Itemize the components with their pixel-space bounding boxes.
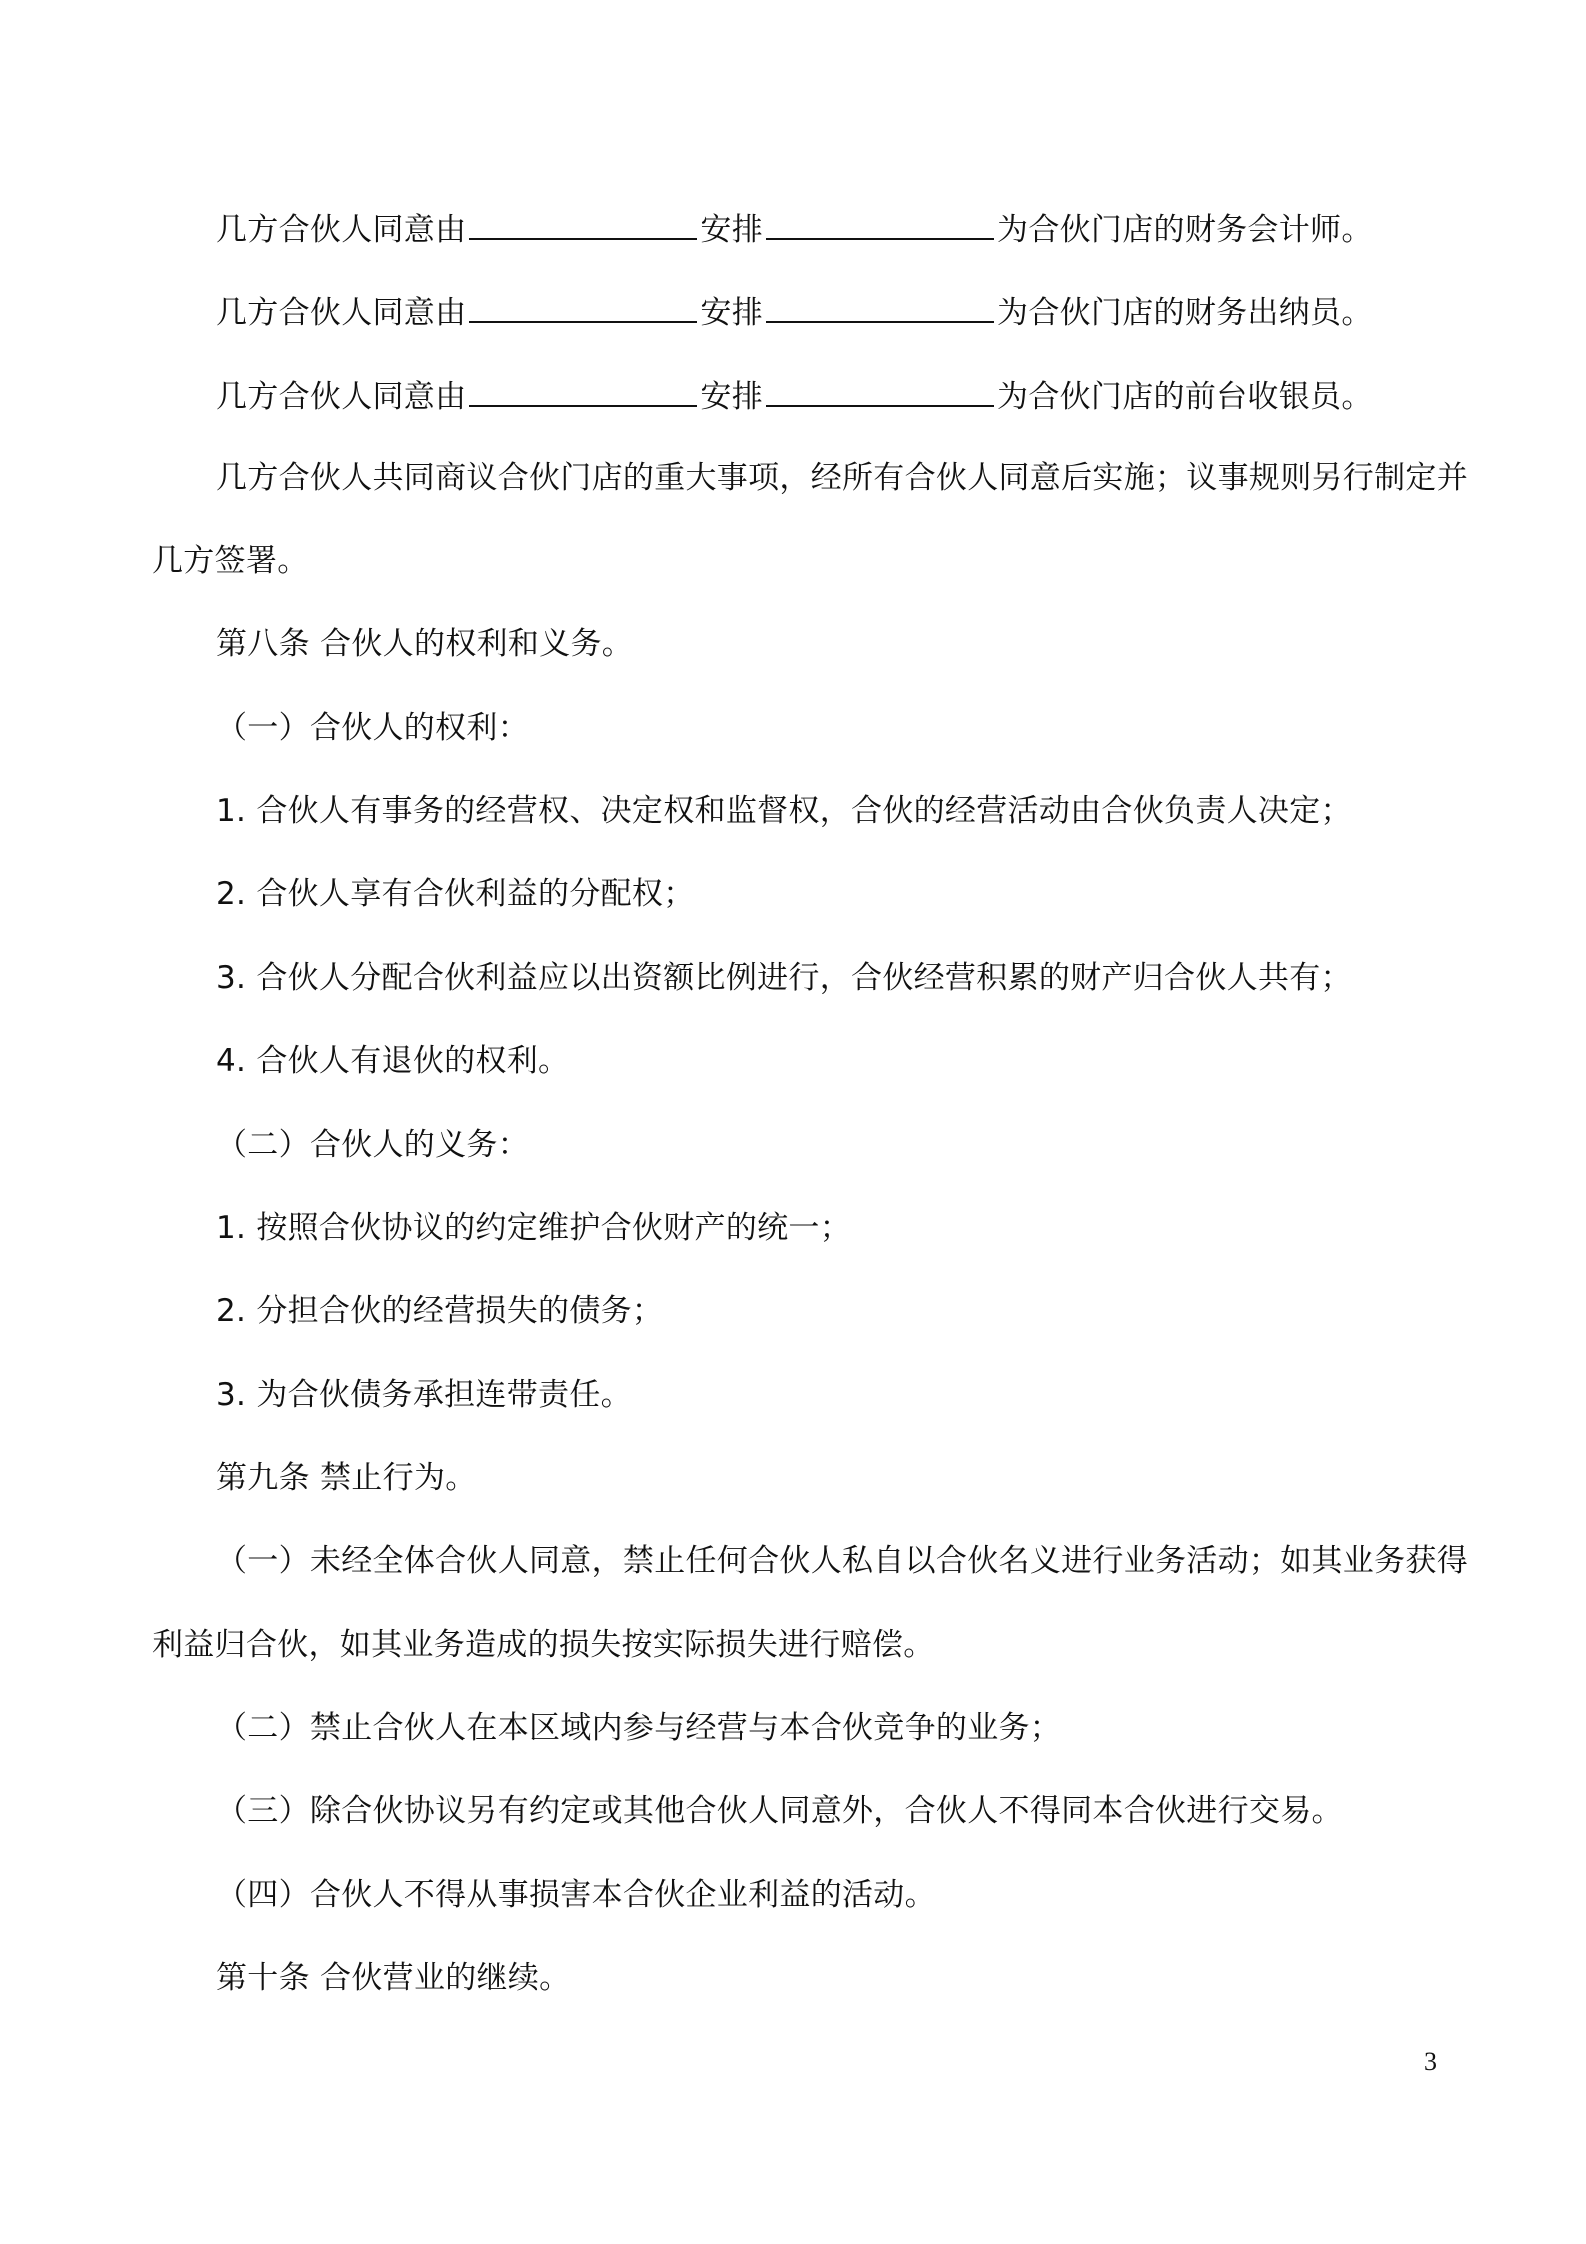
paragraph-text: （一）未经全体合伙人同意，禁止任何合伙人私自以合伙名义进行业务活动；如其业务获得 (216, 1543, 1468, 1579)
assignment-line-receptionist (216, 375, 1373, 417)
blank-field-appointee (766, 375, 994, 407)
list-item: 2. 分担合伙的经营损失的债务； (216, 1293, 664, 1329)
assignment-line-cashier (216, 291, 1373, 333)
article-heading: 第九条 禁止行为。 (216, 1460, 477, 1496)
list-item: 1. 合伙人有事务的经营权、决定权和监督权，合伙的经营活动由合伙负责人决定； (216, 793, 1352, 829)
article-heading: 第八条 合伙人的权利和义务。 (216, 626, 634, 662)
paragraph-text: 几方签署。 (152, 543, 309, 579)
assignment-suffix: 为合伙门店的财务会计师。 (997, 212, 1373, 248)
article-heading: 第十条 合伙营业的继续。 (216, 1960, 571, 1996)
section-heading: （一）合伙人的权利： (216, 710, 529, 746)
assignment-prefix: 几方合伙人同意由 (216, 295, 467, 331)
assignment-middle: 安排 (700, 379, 764, 415)
list-item: 2. 合伙人享有合伙利益的分配权； (216, 876, 695, 912)
blank-field-appointer (469, 291, 697, 323)
blank-field-appointer (469, 375, 697, 407)
paragraph-text: （三）除合伙协议另有约定或其他合伙人同意外，合伙人不得同本合伙进行交易。 (216, 1793, 1343, 1829)
paragraph-text: 利益归合伙，如其业务造成的损失按实际损失进行赔偿。 (152, 1627, 935, 1663)
assignment-middle: 安排 (700, 212, 764, 248)
paragraph-text: 几方合伙人共同商议合伙门店的重大事项，经所有合伙人同意后实施；议事规则另行制定并 (216, 460, 1468, 496)
blank-field-appointer (469, 208, 697, 240)
assignment-line-accountant (216, 208, 1373, 250)
blank-field-appointee (766, 291, 994, 323)
paragraph-text: （四）合伙人不得从事损害本合伙企业利益的活动。 (216, 1877, 936, 1913)
page-number: 3 (1424, 2047, 1437, 2076)
blank-field-appointee (766, 208, 994, 240)
list-item: 3. 合伙人分配合伙利益应以出资额比例进行，合伙经营积累的财产归合伙人共有； (216, 960, 1352, 996)
list-item: 4. 合伙人有退伙的权利。 (216, 1043, 570, 1079)
paragraph-text: （二）禁止合伙人在本区域内参与经营与本合伙竞争的业务； (216, 1710, 1062, 1746)
section-heading: （二）合伙人的义务： (216, 1127, 529, 1163)
list-item: 3. 为合伙债务承担连带责任。 (216, 1377, 632, 1413)
assignment-middle: 安排 (700, 295, 764, 331)
assignment-suffix: 为合伙门店的前台收银员。 (997, 379, 1373, 415)
assignment-suffix: 为合伙门店的财务出纳员。 (997, 295, 1373, 331)
assignment-prefix: 几方合伙人同意由 (216, 212, 467, 248)
assignment-prefix: 几方合伙人同意由 (216, 379, 467, 415)
list-item: 1. 按照合伙协议的约定维护合伙财产的统一； (216, 1210, 852, 1246)
